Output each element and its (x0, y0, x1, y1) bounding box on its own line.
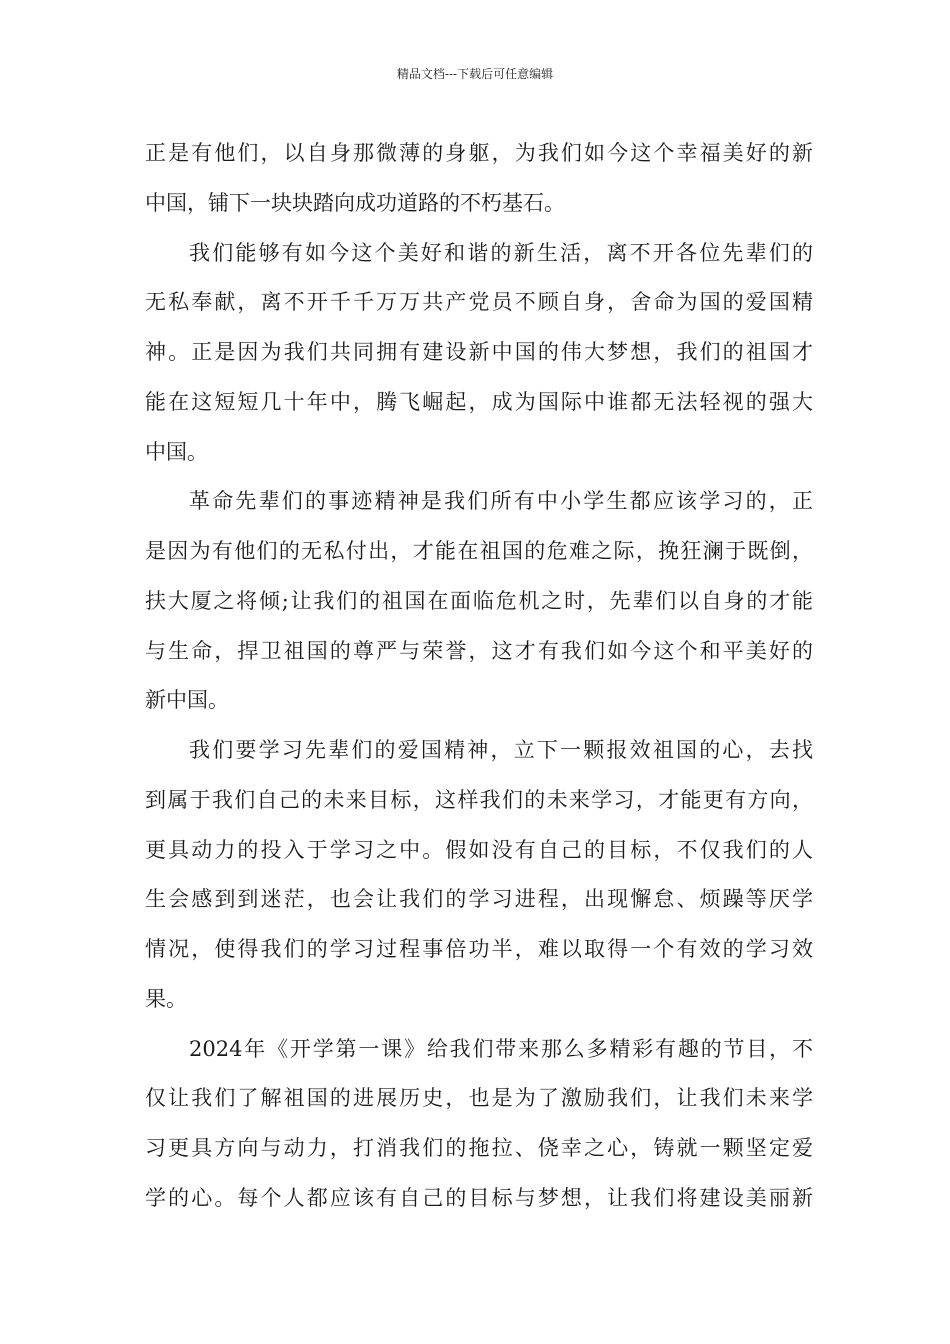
text-line: 我们能够有如今这个美好和谐的新生活，离不开各位先辈们的 (189, 240, 813, 265)
text-line: 中国。 (145, 439, 208, 464)
text-line: 2024年《开学第一课》给我们带来那么多精彩有趣的节目，不 (189, 1036, 813, 1061)
text-line: 神。正是因为我们共同拥有建设新中国的伟大梦想，我们的祖国才 (145, 340, 813, 364)
text-line: 我们要学习先辈们的爱国精神，立下一颗报效祖国的心，去找 (189, 738, 813, 762)
text-line: 习更具方向与动力，打消我们的拖拉、侥幸之心，铸就一颗坚定爱 (145, 1136, 813, 1160)
text-line: 无私奉献，离不开千千万万共产党员不顾自身，舍命为国的爱国精 (145, 290, 813, 315)
text-line: 正是有他们，以自身那微薄的身躯，为我们如今这个幸福美好的新 (145, 141, 813, 165)
text-line: 革命先辈们的事迹精神是我们所有中小学生都应该学习的，正 (189, 489, 813, 514)
text-line: 与生命，捍卫祖国的尊严与荣誉，这才有我们如今这个和平美好的 (145, 638, 813, 663)
text-line: 新中国。 (145, 688, 229, 713)
body-text (145, 129, 813, 1224)
text-line: 情况，使得我们的学习过程事倍功半，难以取得一个有效的学习效 (145, 937, 813, 961)
text-line: 仅让我们了解祖国的进展历史，也是为了激励我们，让我们未来学 (145, 1086, 813, 1111)
text-line: 果。 (145, 986, 187, 1011)
text-line: 到属于我们自己的未来目标，这样我们的未来学习，才能更有方向， (145, 787, 813, 812)
text-line: 学的心。每个人都应该有自己的目标与梦想，让我们将建设美丽新 (145, 1185, 813, 1210)
text-line: 是因为有他们的无私付出，才能在祖国的危难之际，挽狂澜于既倒， (145, 539, 813, 563)
text-line: 更具动力的投入于学习之中。假如没有自己的目标，不仅我们的人 (145, 837, 813, 862)
text-line: 生会感到到迷茫，也会让我们的学习进程，出现懈怠、烦躁等厌学 (145, 887, 813, 912)
page-header: 精品文档---下载后可任意编辑 (396, 67, 554, 81)
text-line: 能在这短短几十年中，腾飞崛起，成为国际中谁都无法轻视的强大 (145, 389, 813, 414)
text-line: 中国，铺下一块块踏向成功道路的不朽基石。 (145, 190, 565, 215)
text-line: 扶大厦之将倾;让我们的祖国在面临危机之时，先辈们以自身的才能 (145, 588, 813, 613)
